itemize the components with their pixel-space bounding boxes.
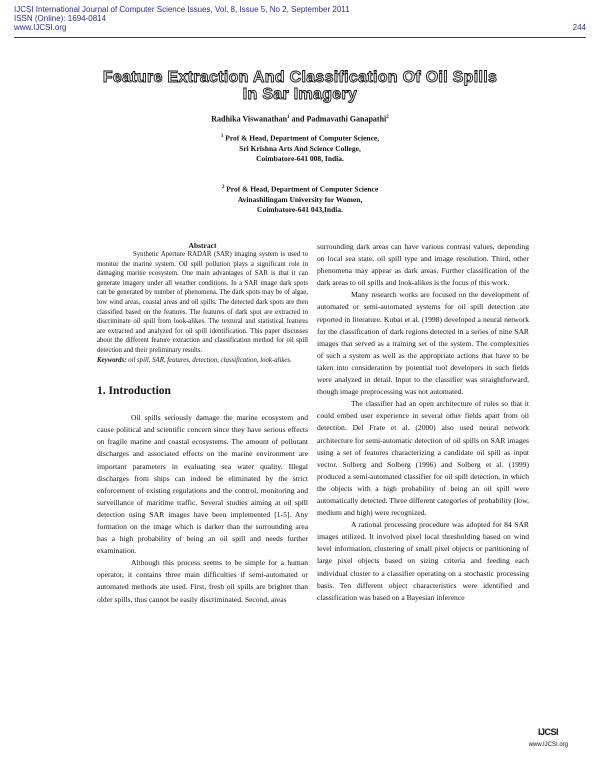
author-2-sup: 2 xyxy=(386,115,389,120)
title-line-2: In Sar Imagery xyxy=(242,86,358,103)
affiliation-1-line-2: Sri Krishna Arts And Science College, xyxy=(239,143,361,153)
section-heading-introduction: 1. Introduction xyxy=(97,385,171,398)
right-column xyxy=(317,241,529,604)
affiliation-2-sup: 2 xyxy=(221,185,225,190)
affiliation-1-line-3: Coimbatore-641 008, India. xyxy=(256,153,344,163)
ijcsi-logo xyxy=(526,727,570,737)
left-column xyxy=(97,241,308,606)
keywords-list: oil spill, SAR, features, detection, classification, look-alikes. xyxy=(128,356,292,364)
footer-url[interactable]: www.IJCSI.org xyxy=(528,742,568,748)
journal-issn: ISSN (Online): 1694-0814 xyxy=(14,14,107,23)
intro-paragraph-2: Although this process seems to be simple for a human operator, it contains three main difficulties if semi-automated or automated methods are used. First, fresh oil spills are brighter than older spills, thus cannot be easily discriminated. Second, areas xyxy=(97,558,308,604)
affiliation-2-line-1: Prof & Head, Department of Computer Science xyxy=(226,184,379,194)
title-line-1: Feature Extraction And Classification Of Oil Spills xyxy=(102,69,498,86)
author-2: Padmavathi Ganapathi xyxy=(306,114,387,124)
journal-url[interactable]: www.IJCSI.org xyxy=(14,23,67,32)
abstract-text: Synthetic Aperture RADAR (SAR) imaging system is used to monitor the marine system. Oil spill pollution plays a significant role in damaging marine ecosystem. One main advantages of SAR is that it can generate imagery under all weather conditions. In a SAR image dark spots can be generated by number of phenomena. The dark spots may be of algae, low wind areas, coastal areas and oil spills. The detected dark spots are then classified based on the features. The features of dark spot are extracted to discriminate oil spill from look-alikes. The textural and statistical features are extracted and analyzed for oil spill identification. This paper discusses about the different feature extraction and classification method for oil spill detection and their preliminary results. xyxy=(97,251,308,354)
keywords xyxy=(97,356,308,366)
journal-name: IJCSI International Journal of Computer Science Issues, Vol. 8, Issue 5, No 2, September 2011 xyxy=(14,5,350,14)
affiliation-1 xyxy=(100,132,500,164)
keywords-label: Keywords: xyxy=(97,356,127,364)
header-rule xyxy=(14,37,586,38)
affiliation-2-line-3: Coimbatore-641 043,India. xyxy=(257,204,343,214)
paper-title xyxy=(40,69,560,103)
right-paragraph-1: surrounding dark areas can have various contrast values, depending on local sea state, oil spill type and image resolution. Third, other phenomena may appear as dark areas. Further classification of the dark areas to oil spills and look-alikes is the focus of this work. xyxy=(317,242,529,288)
page-number: 244 xyxy=(572,23,586,32)
right-paragraph-2: Many research works are focused on the development of automated or semi-automated systems for oil spill detection are reported in literature. Kubat et al. (1998) developed a neural network for the classification of dark regions detected in a series of nine SAR images that served as a training set of the system. The complexities of such a system as well as the appropriate actions that have to be taken into consideration by potential tool developers in such fields were analyzed in detail. Input to the classifier was straightforward, though image preprocessing was not automated. xyxy=(317,290,529,397)
abstract-heading: Abstract xyxy=(188,241,217,250)
affiliation-1-sup: 1 xyxy=(220,134,224,139)
logo-text: IJCSI xyxy=(537,727,558,737)
affiliation-1-line-1: Prof & Head, Department of Computer Science, xyxy=(225,133,380,143)
author-1-sup: 1 xyxy=(287,115,290,120)
right-paragraph-3: The classifier had an open architecture of rules so that it could embed user experience in several other fields apart from oil detection. Del Frate et al. (2000) also used neural network architecture for semi-automatic detection of oil spills on SAR images using a set of features characterizing a candidate oil spill as input vector. Solberg and Solberg (1996) and Solberg et al. (1999) produced a semi-automated classifier for oil spill detection, in which the objects with a high probability of being an oil spill were automatically detected. Three different categories of probability (low, medium and high) were recognized. xyxy=(317,399,529,518)
author-line xyxy=(100,113,500,124)
affiliation-2 xyxy=(100,183,500,215)
author-1: Radhika Viswanathan xyxy=(211,114,288,124)
affiliation-2-line-2: Avinashilingam University for Women, xyxy=(237,194,363,204)
journal-header xyxy=(14,5,586,32)
right-paragraph-4: A rational processing procedure was adopted for 84 SAR images utilized. It involved pixel local thresholding based on wind level information, clustering of small pixel objects or partitioning of large pixel objects based on sizing criteria and feeding each individual cluster to a classifier operating on a stochastic processing basis. Ten different object characteristics were identified and classification was based on a Bayesian inference xyxy=(317,520,529,602)
author-and: and xyxy=(291,114,305,124)
intro-paragraph-1: Oil spills seriously damage the marine ecosystem and cause political and scientific concern since they have serious effects on fragile marine and coastal ecosystems. The amount of pollutant discharges and associated effects on the marine environment are important parameters in evaluating sea water quality. Illegal discharges from ships can indeed be eliminated by the strict enforcement of existing regulations and the control, monitoring and surveillance of maritime traffic. Several studies aiming at oil spill detection using SAR images have been implemented [1-5]. Any formation on the image which is darker than the surrounding area has a high probability of being an oil spill and needs further examination. xyxy=(97,413,308,556)
